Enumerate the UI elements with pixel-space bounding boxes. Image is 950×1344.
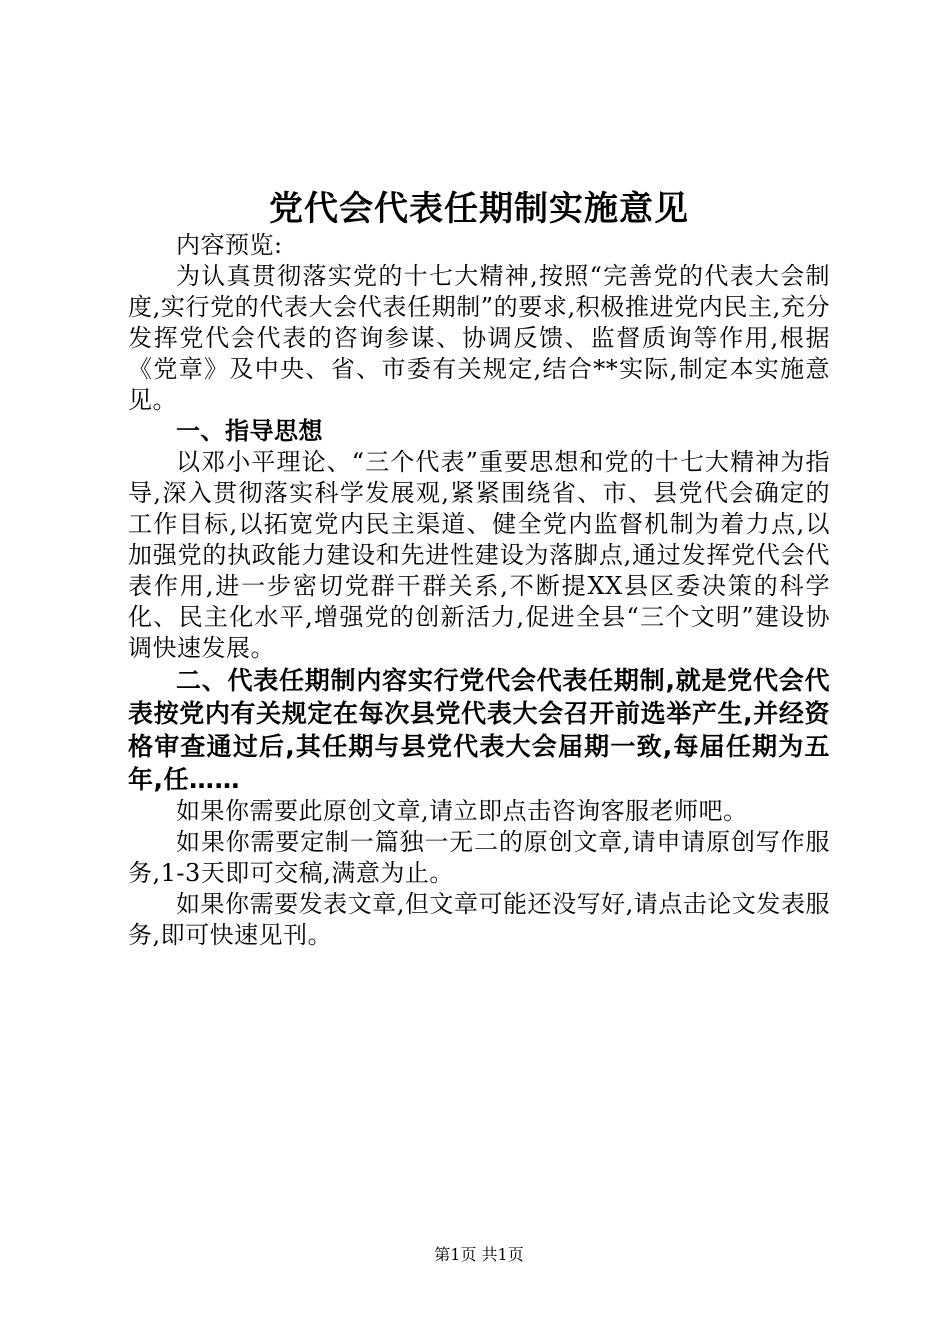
custom-writing-link[interactable]: 如果你需要定制一篇独一无二的原创文章,请申请原创写作服务,1-3天即可交稿,满意为止。 (128, 828, 830, 887)
section-heading-guiding-ideology: 一、指导思想 (176, 417, 323, 445)
term-system-paragraph: 二、代表任期制内容实行党代会代表任期制,就是党代会代表按党内有关规定在每次县党代表大会召开前选举产生,并经资格审查通过后,其任期与县党代表大会届期一致,每届任期为五年,任…… (128, 666, 830, 794)
document-page (128, 0, 830, 1344)
publish-service-link[interactable]: 如果你需要发表文章,但文章可能还没写好,请点击论文发表服务,即可快速见刊。 (128, 890, 830, 949)
guiding-ideology-paragraph: 以邓小平理论、“三个代表”重要思想和党的十七大精神为指导,深入贯彻落实科学发展观,紧紧围绕省、市、县党代会确定的工作目标,以拓宽党内民主渠道、健全党内监督机制为着力点,以加强党的执政能力建设和先进性建设为落脚点,通过发挥党代会代表作用,进一步密切党群干群关系,不断提XX县区委决策的科学化、民主化水平,增强党的创新活力,促进全县“三个文明”建设协调快速发展。 (128, 448, 830, 662)
preview-label: 内容预览: (176, 231, 283, 259)
intro-paragraph: 为认真贯彻落实党的十七大精神,按照“完善党的代表大会制度,实行党的代表大会代表任期制”的要求,积极推进党内民主,充分发挥党代会代表的咨询参谋、协调反馈、监督质询等作用,根据《党章》及中央、省、市委有关规定,结合**实际,制定本实施意见。 (128, 262, 830, 414)
document-body (128, 230, 830, 951)
consult-service-link[interactable]: 如果你需要此原创文章,请立即点击咨询客服老师吧。 (176, 797, 748, 825)
document-title: 党代会代表任期制实施意见 (269, 189, 689, 229)
page-number: 第1页 共1页 (434, 1245, 524, 1264)
